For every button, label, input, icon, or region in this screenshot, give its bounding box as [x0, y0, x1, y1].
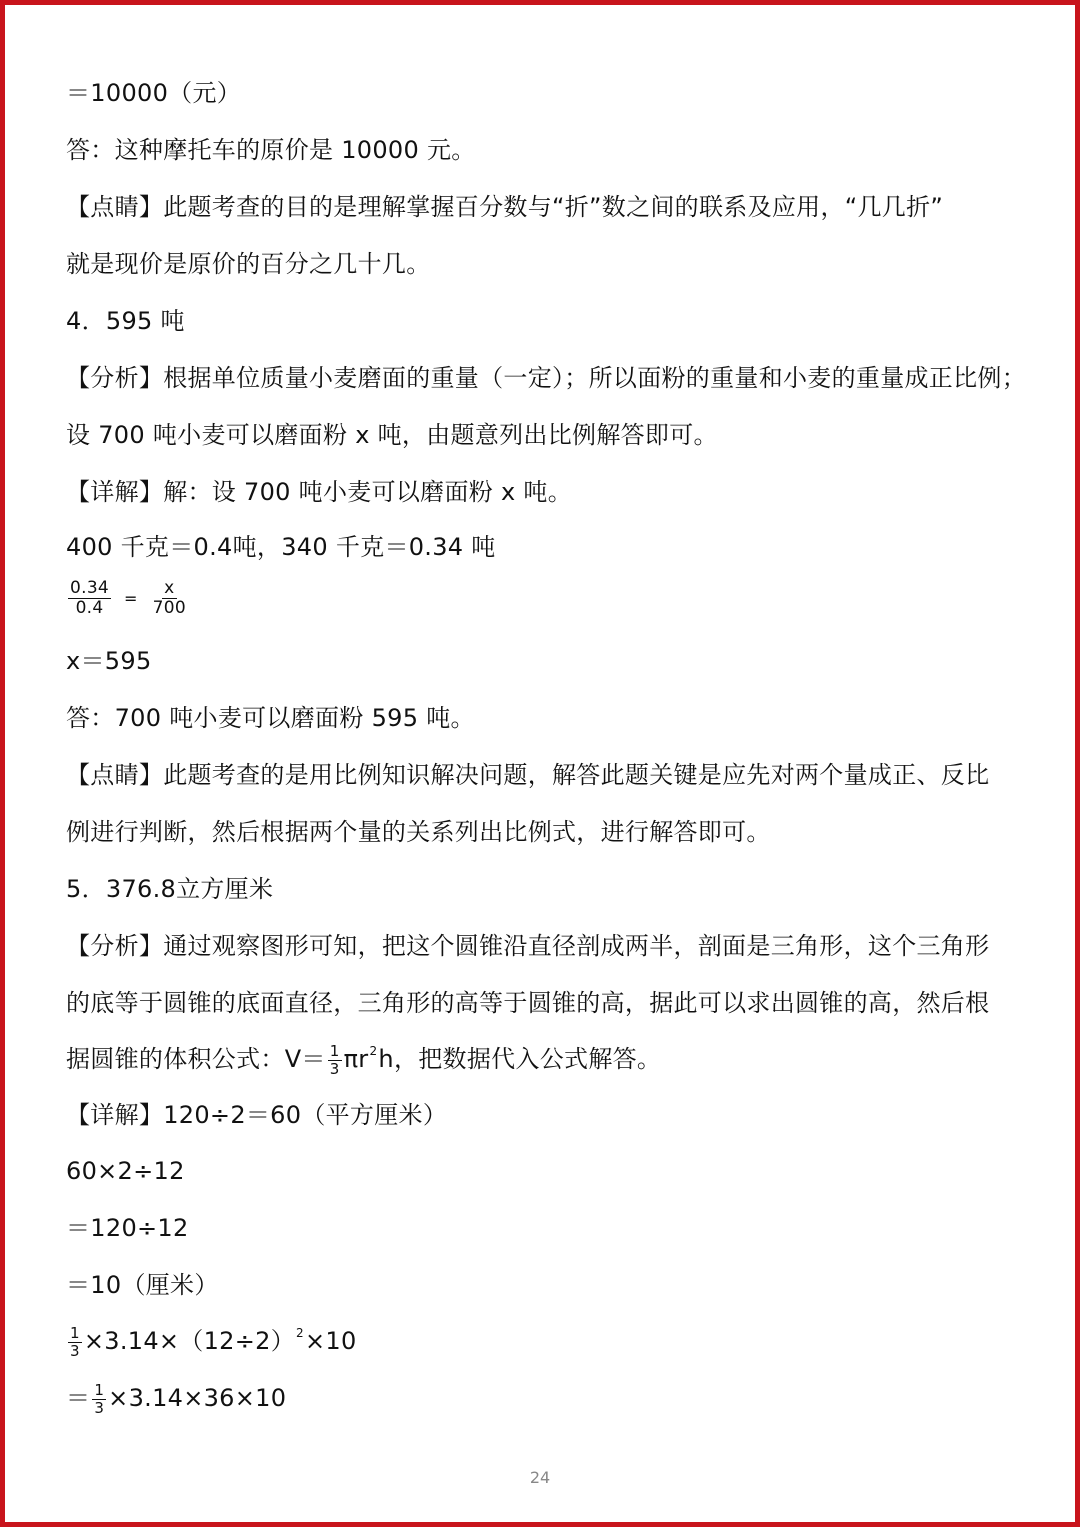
fraction-numerator: 1: [94, 1380, 105, 1399]
calc-exponent: 2: [296, 1326, 304, 1340]
question-4-heading: 4．595 吨: [66, 307, 185, 335]
formula-suffix: ，把数据代入公式解答。: [393, 1045, 662, 1073]
text-line-1: ＝10000（元）: [66, 79, 242, 107]
question-5-heading: 5．376.8立方厘米: [66, 875, 274, 903]
dianjing-line-4: 例进行判断，然后根据两个量的关系列出比例式，进行解答即可。: [66, 818, 771, 846]
fenxi-line-4: 的底等于圆锥的底面直径，三角形的高等于圆锥的高，据此可以求出圆锥的高，然后根: [66, 989, 990, 1017]
fraction-numerator: 1: [70, 1323, 80, 1342]
volume-calc-line-1: [66, 1318, 357, 1364]
formula-line: [66, 1037, 661, 1081]
fraction-numerator: 1: [329, 1041, 340, 1060]
fraction-numerator: 0.34: [70, 578, 110, 598]
fraction-denominator: 3: [329, 1059, 340, 1078]
answer-line-2: 答：700 吨小麦可以磨面粉 595 吨。: [66, 704, 475, 732]
calc-body: ×3.14×36×10: [108, 1384, 287, 1412]
formula-pi-r: πr: [343, 1045, 369, 1073]
unit-conversion-line: 400 千克＝0.4吨，340 千克＝0.34 吨: [66, 533, 496, 561]
calc-body: ×3.14×（12÷2）: [83, 1327, 296, 1355]
calc-line-3: ＝10（厘米）: [66, 1271, 219, 1299]
solution-line: x＝595: [66, 647, 152, 675]
fraction-numerator: x: [164, 578, 175, 598]
xiangjie-line-1: 【详解】解：设 700 吨小麦可以磨面粉 x 吨。: [66, 478, 573, 506]
dianjing-line-2: 就是现价是原价的百分之几十几。: [66, 250, 431, 278]
page-number: 24: [529, 1468, 551, 1487]
fenxi-line-2: 设 700 吨小麦可以磨面粉 x 吨，由题意列出比例解答即可。: [66, 421, 718, 449]
calc-line-2: ＝120÷12: [66, 1214, 189, 1242]
fraction-denominator: 3: [94, 1398, 105, 1417]
formula-h: h: [378, 1045, 394, 1073]
proportion-right-fraction: [151, 580, 188, 617]
proportion-equation: [66, 580, 190, 630]
one-third-fraction: [68, 1323, 82, 1360]
proportion-left-fraction: [68, 580, 111, 617]
formula-prefix: 据圆锥的体积公式：V＝: [66, 1045, 326, 1073]
volume-calc-line-2: [66, 1375, 286, 1421]
fenxi-line-1: 【分析】根据单位质量小麦磨面的重量（一定）；所以面粉的重量和小麦的重量成正比例；: [66, 364, 1026, 392]
dianjing-line-3: 【点睛】此题考查的是用比例知识解决问题，解答此题关键是应先对两个量成正、反比: [66, 761, 990, 789]
formula-exponent: 2: [369, 1044, 378, 1058]
fraction-denominator: 3: [70, 1341, 80, 1360]
calc-line-1: 60×2÷12: [66, 1157, 185, 1185]
answer-line-1: 答：这种摩托车的原价是 10000 元。: [66, 136, 476, 164]
xiangjie-line-2: 【详解】120÷2＝60（平方厘米）: [66, 1101, 448, 1129]
calc-prefix: ＝: [66, 1384, 91, 1412]
one-third-fraction: [92, 1380, 106, 1417]
fraction-denominator: 700: [152, 598, 187, 618]
fraction-denominator: 0.4: [75, 598, 104, 618]
fenxi-line-3: 【分析】通过观察图形可知，把这个圆锥沿直径剖成两半，剖面是三角形，这个三角形: [66, 932, 990, 960]
one-third-fraction: [328, 1041, 342, 1078]
calc-tail: ×10: [304, 1327, 357, 1355]
equals-sign: =: [124, 589, 138, 608]
dianjing-line-1: 【点睛】此题考查的目的是理解掌握百分数与“折”数之间的联系及应用，“几几折”: [66, 193, 944, 221]
